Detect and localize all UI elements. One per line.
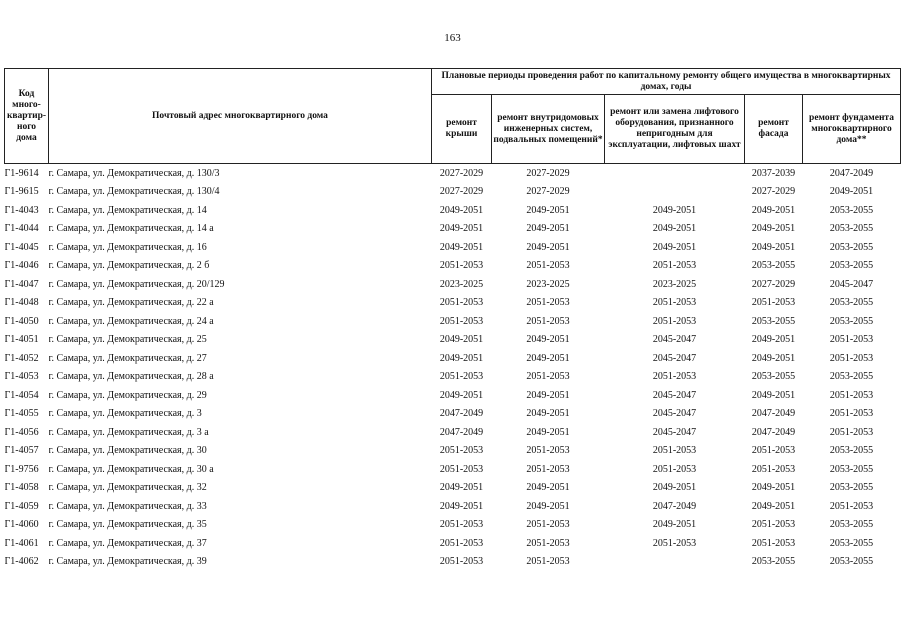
cell-foundation: 2047-2049 [829,167,874,179]
table-row [5,312,901,331]
cell-engineering: 2051-2053 [526,556,570,568]
cell-foundation: 2049-2051 [829,186,874,198]
table-row [5,201,901,220]
cell-facade: 2053-2055 [751,260,796,272]
cell-foundation: 2051-2053 [829,500,874,512]
cell-roof: 2049-2051 [439,352,484,364]
cell-facade: 2053-2055 [751,556,796,568]
table-row [5,331,901,350]
cell-address: г. Самара, ул. Демократическая, д. 14 [48,204,207,216]
cell-roof: 2051-2053 [439,463,484,475]
cell-roof: 2027-2029 [439,186,484,198]
cell-facade: 2049-2051 [751,389,796,401]
cell-elevator: 2045-2047 [652,408,697,420]
table-row [5,164,901,183]
cell-code: Г1-4051 [4,334,39,346]
cell-address: г. Самара, ул. Демократическая, д. 2 б [48,260,210,272]
repair-schedule-table [4,68,901,571]
table-body [5,164,901,572]
cell-code: Г1-4044 [4,223,39,235]
cell-code: Г1-4053 [4,371,39,383]
cell-code: Г1-4060 [4,519,39,531]
cell-elevator: 2045-2047 [652,426,697,438]
cell-address: г. Самара, ул. Демократическая, д. 14 а [48,223,214,235]
table-row [5,349,901,368]
cell-engineering: 2051-2053 [526,260,570,272]
cell-facade: 2027-2029 [751,278,796,290]
cell-code: Г1-4054 [4,389,39,401]
cell-address: г. Самара, ул. Демократическая, д. 30 а [48,463,214,475]
cell-code: Г1-4048 [4,297,39,309]
cell-facade: 2027-2029 [751,186,796,198]
header-roof: ремонт крыши [432,95,492,164]
cell-facade: 2049-2051 [751,223,796,235]
table-row [5,516,901,535]
cell-facade: 2051-2053 [751,297,796,309]
cell-address: г. Самара, ул. Демократическая, д. 32 [48,482,207,494]
cell-elevator [605,183,745,202]
cell-elevator: 2049-2051 [652,241,697,253]
cell-foundation: 2053-2055 [829,556,874,568]
table-row [5,423,901,442]
cell-roof: 2049-2051 [439,204,484,216]
cell-code: Г1-4052 [4,352,39,364]
cell-foundation: 2053-2055 [829,260,874,272]
cell-roof: 2047-2049 [439,426,484,438]
cell-elevator [605,553,745,572]
cell-address: г. Самара, ул. Демократическая, д. 39 [48,556,207,568]
cell-roof: 2047-2049 [439,408,484,420]
table-row [5,275,901,294]
cell-engineering: 2051-2053 [526,463,570,475]
cell-elevator [605,164,745,183]
cell-facade: 2051-2053 [751,445,796,457]
cell-elevator: 2045-2047 [652,352,697,364]
cell-facade: 2047-2049 [751,426,796,438]
cell-roof: 2049-2051 [439,241,484,253]
cell-engineering: 2049-2051 [526,204,570,216]
cell-roof: 2051-2053 [439,315,484,327]
cell-code: Г1-4045 [4,241,39,253]
cell-elevator: 2051-2053 [652,315,697,327]
cell-elevator: 2051-2053 [652,297,697,309]
table-row [5,553,901,572]
cell-facade: 2051-2053 [751,463,796,475]
cell-code: Г1-4047 [4,278,39,290]
cell-engineering: 2051-2053 [526,537,570,549]
cell-foundation: 2053-2055 [829,482,874,494]
cell-code: Г1-9756 [4,463,39,475]
cell-elevator: 2049-2051 [652,223,697,235]
cell-elevator: 2051-2053 [652,537,697,549]
cell-roof: 2051-2053 [439,519,484,531]
cell-address: г. Самара, ул. Демократическая, д. 37 [48,537,207,549]
cell-foundation: 2051-2053 [829,389,874,401]
cell-engineering: 2051-2053 [526,297,570,309]
header-code: Код много-квартир-ного дома [5,69,49,164]
cell-engineering: 2049-2051 [526,482,570,494]
cell-engineering: 2049-2051 [526,334,570,346]
table-row [5,368,901,387]
cell-engineering: 2051-2053 [526,315,570,327]
cell-code: Г1-4059 [4,500,39,512]
page-number: 163 [444,32,461,44]
cell-engineering: 2049-2051 [526,389,570,401]
cell-facade: 2047-2049 [751,408,796,420]
cell-foundation: 2053-2055 [829,519,874,531]
table-row [5,238,901,257]
cell-engineering: 2051-2053 [526,371,570,383]
cell-elevator: 2051-2053 [652,463,697,475]
cell-foundation: 2051-2053 [829,352,874,364]
header-periods-group: Плановые периоды проведения работ по капитальному ремонту общего имущества в многоквартирных домах, годы [432,69,901,95]
cell-roof: 2051-2053 [439,556,484,568]
cell-code: Г1-4057 [4,445,39,457]
cell-engineering: 2051-2053 [526,519,570,531]
cell-foundation: 2053-2055 [829,537,874,549]
cell-elevator: 2023-2025 [652,278,697,290]
cell-roof: 2051-2053 [439,260,484,272]
table-row [5,460,901,479]
cell-roof: 2051-2053 [439,537,484,549]
cell-code: Г1-4043 [4,204,39,216]
cell-facade: 2049-2051 [751,204,796,216]
cell-facade: 2049-2051 [751,500,796,512]
cell-address: г. Самара, ул. Демократическая, д. 35 [48,519,207,531]
cell-elevator: 2051-2053 [652,260,697,272]
cell-foundation: 2053-2055 [829,297,874,309]
cell-foundation: 2051-2053 [829,334,874,346]
cell-address: г. Самара, ул. Демократическая, д. 27 [48,352,207,364]
cell-code: Г1-9615 [4,186,39,198]
header-foundation: ремонт фундамента многоквартирного дома** [803,95,901,164]
cell-engineering: 2027-2029 [526,186,570,198]
table-row [5,497,901,516]
cell-foundation: 2053-2055 [829,204,874,216]
table-row [5,257,901,276]
cell-foundation: 2053-2055 [829,315,874,327]
table-row [5,442,901,461]
cell-code: Г1-4056 [4,426,39,438]
cell-address: г. Самара, ул. Демократическая, д. 16 [48,241,207,253]
table-row [5,220,901,239]
cell-code: Г1-4062 [4,556,39,568]
cell-foundation: 2053-2055 [829,463,874,475]
table-row [5,183,901,202]
table-row [5,479,901,498]
cell-address: г. Самара, ул. Демократическая, д. 24 а [48,315,214,327]
table-row [5,294,901,313]
cell-roof: 2049-2051 [439,334,484,346]
cell-foundation: 2051-2053 [829,408,874,420]
cell-facade: 2049-2051 [751,352,796,364]
cell-roof: 2049-2051 [439,482,484,494]
cell-address: г. Самара, ул. Демократическая, д. 33 [48,500,207,512]
cell-engineering: 2049-2051 [526,241,570,253]
cell-foundation: 2051-2053 [829,426,874,438]
cell-code: Г1-4058 [4,482,39,494]
cell-roof: 2051-2053 [439,371,484,383]
cell-facade: 2049-2051 [751,334,796,346]
cell-foundation: 2053-2055 [829,241,874,253]
header-address: Почтовый адрес многоквартирного дома [49,69,432,164]
cell-engineering: 2027-2029 [526,167,570,179]
header-elevator: ремонт или замена лифтового оборудования, признанного непригодным для эксплуатации, лифтовых шахт [605,95,745,164]
cell-facade: 2053-2055 [751,371,796,383]
cell-code: Г1-4046 [4,260,39,272]
cell-address: г. Самара, ул. Демократическая, д. 29 [48,389,207,401]
cell-roof: 2049-2051 [439,389,484,401]
cell-address: г. Самара, ул. Демократическая, д. 30 [48,445,207,457]
cell-elevator: 2045-2047 [652,389,697,401]
cell-foundation: 2053-2055 [829,371,874,383]
cell-facade: 2051-2053 [751,519,796,531]
cell-elevator: 2045-2047 [652,334,697,346]
cell-engineering: 2049-2051 [526,223,570,235]
cell-facade: 2053-2055 [751,315,796,327]
cell-address: г. Самара, ул. Демократическая, д. 28 а [48,371,214,383]
header-engineering: ремонт внутридомовых инженерных систем, подвальных помещений* [492,95,605,164]
cell-roof: 2049-2051 [439,223,484,235]
cell-address: г. Самара, ул. Демократическая, д. 3 [48,408,202,420]
cell-elevator: 2049-2051 [652,482,697,494]
header-row-top [5,69,901,95]
cell-roof: 2051-2053 [439,445,484,457]
cell-facade: 2049-2051 [751,482,796,494]
cell-foundation: 2053-2055 [829,445,874,457]
table-row [5,405,901,424]
cell-engineering: 2049-2051 [526,408,570,420]
cell-address: г. Самара, ул. Демократическая, д. 22 а [48,297,214,309]
cell-elevator: 2049-2051 [652,204,697,216]
cell-elevator: 2049-2051 [652,519,697,531]
cell-foundation: 2045-2047 [829,278,874,290]
cell-foundation: 2053-2055 [829,223,874,235]
cell-engineering: 2051-2053 [526,445,570,457]
cell-engineering: 2049-2051 [526,500,570,512]
cell-address: г. Самара, ул. Демократическая, д. 25 [48,334,207,346]
cell-address: г. Самара, ул. Демократическая, д. 20/129 [48,278,225,290]
cell-facade: 2051-2053 [751,537,796,549]
table-row [5,534,901,553]
cell-engineering: 2049-2051 [526,426,570,438]
cell-engineering: 2049-2051 [526,352,570,364]
cell-facade: 2037-2039 [751,167,796,179]
cell-code: Г1-4061 [4,537,39,549]
cell-elevator: 2047-2049 [652,500,697,512]
cell-code: Г1-9614 [4,167,39,179]
cell-elevator: 2051-2053 [652,371,697,383]
cell-code: Г1-4055 [4,408,39,420]
cell-code: Г1-4050 [4,315,39,327]
header-facade: ремонт фасада [745,95,803,164]
cell-facade: 2049-2051 [751,241,796,253]
cell-address: г. Самара, ул. Демократическая, д. 3 а [48,426,209,438]
cell-roof: 2049-2051 [439,500,484,512]
cell-address: г. Самара, ул. Демократическая, д. 130/3 [48,167,220,179]
cell-roof: 2023-2025 [439,278,484,290]
cell-address: г. Самара, ул. Демократическая, д. 130/4 [48,186,220,198]
table-row [5,386,901,405]
cell-roof: 2051-2053 [439,297,484,309]
cell-elevator: 2051-2053 [652,445,697,457]
cell-engineering: 2023-2025 [526,278,570,290]
cell-roof: 2027-2029 [439,167,484,179]
